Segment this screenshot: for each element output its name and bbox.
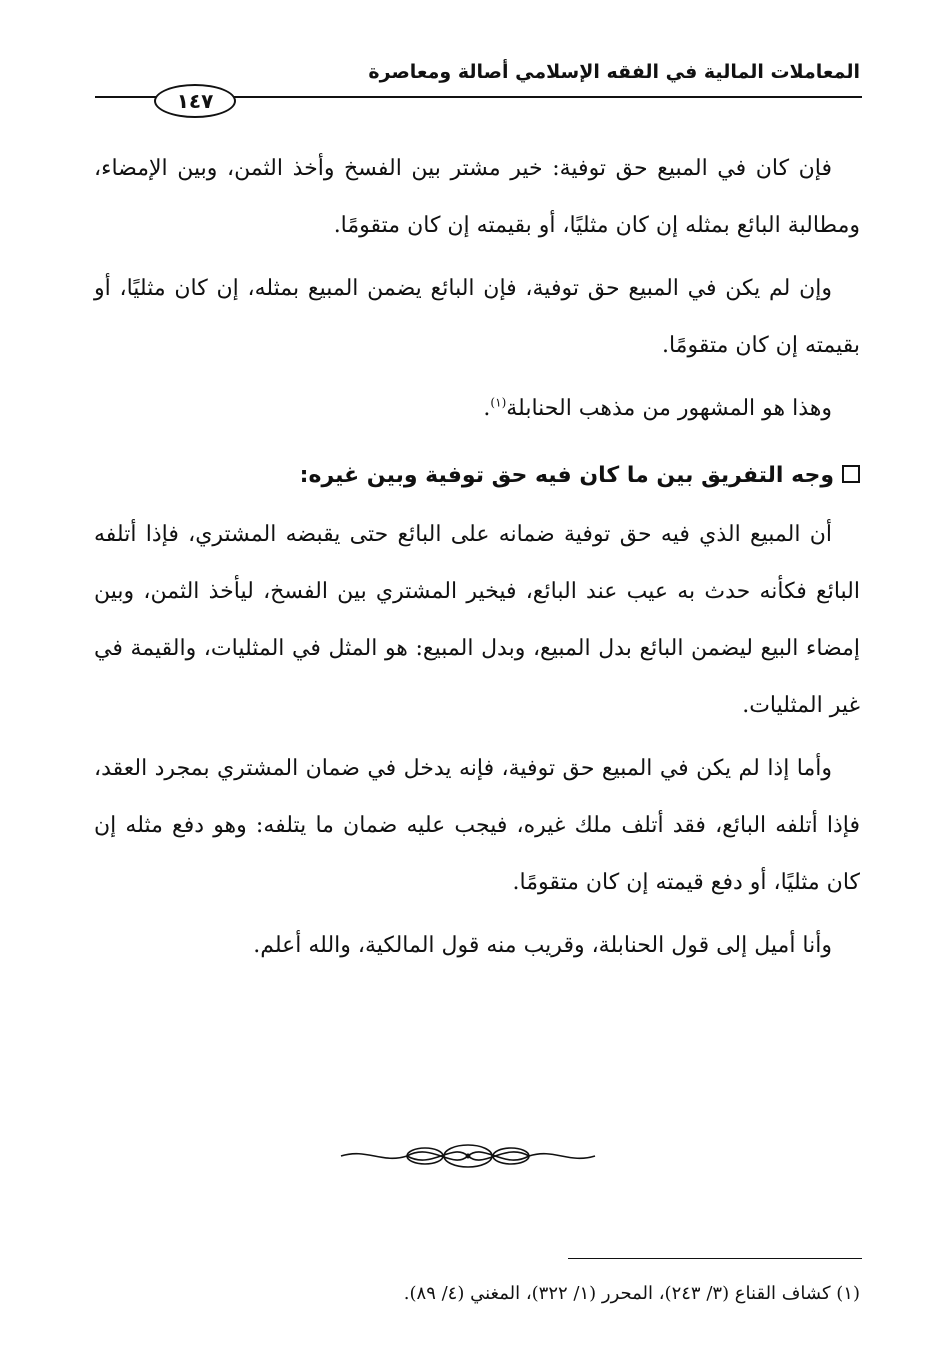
ornament-divider-icon: [337, 1138, 599, 1174]
paragraph-3-end: .: [483, 396, 491, 421]
paragraph-6: وأنا أميل إلى قول الحنابلة، وقريب منه قول المالكية، والله أعلم.: [253, 933, 832, 958]
section-heading: [94, 447, 860, 504]
paragraph-3: [94, 380, 860, 437]
main-text: [94, 140, 860, 980]
checkbox-icon: [842, 465, 860, 483]
footnote: (١) كشاف القناع (٣/ ٢٤٣)، المحرر (١/ ٣٢٢)، المغني (٤/ ٨٩).: [403, 1283, 860, 1304]
footnote-rule: [568, 1258, 862, 1259]
paragraph-1: فإن كان في المبيع حق توفية: خير مشتر بين الفسخ وأخذ الثمن، وبين الإمضاء، ومطالبة البائع بمثله إن كان مثليًا، أو بقيمته إن كان متقومًا.: [94, 156, 860, 238]
paragraph-3-text: وهذا هو المشهور من مذهب الحنابلة: [506, 396, 832, 421]
paragraph-2: وإن لم يكن في المبيع حق توفية، فإن البائع يضمن المبيع بمثله، إن كان مثليًا، أو بقيمته إن كان متقومًا.: [94, 276, 860, 358]
section-heading-text: وجه التفريق بين ما كان فيه حق توفية وبين غيره:: [299, 463, 834, 488]
footnote-ref[interactable]: (١): [490, 395, 507, 410]
paragraph-4: أن المبيع الذي فيه حق توفية ضمانه على البائع حتى يقبضه المشتري، فإذا أتلفه البائع فكأنه حدث به عيب عند البائع، فيخير المشتري بين الفسخ، ليأخذ الثمن، وبين إمضاء البيع ليضمن البائع بدل المبيع، وبدل المبيع: هو المثل في المثليات، والقيمة في غير المثليات.: [94, 522, 860, 718]
running-title: المعاملات المالية في الفقه الإسلامي أصالة ومعاصرة: [368, 61, 860, 83]
paragraph-5: وأما إذا لم يكن في المبيع حق توفية، فإنه يدخل في ضمان المشتري بمجرد العقد، فإذا أتلفه البائع، فقد أتلف ملك غيره، فيجب عليه ضمان ما يتلفه: وهو دفع مثله إن كان مثليًا، أو دفع قيمته إن كان متقومًا.: [94, 756, 860, 895]
page-number: ١٤٧: [154, 84, 236, 118]
